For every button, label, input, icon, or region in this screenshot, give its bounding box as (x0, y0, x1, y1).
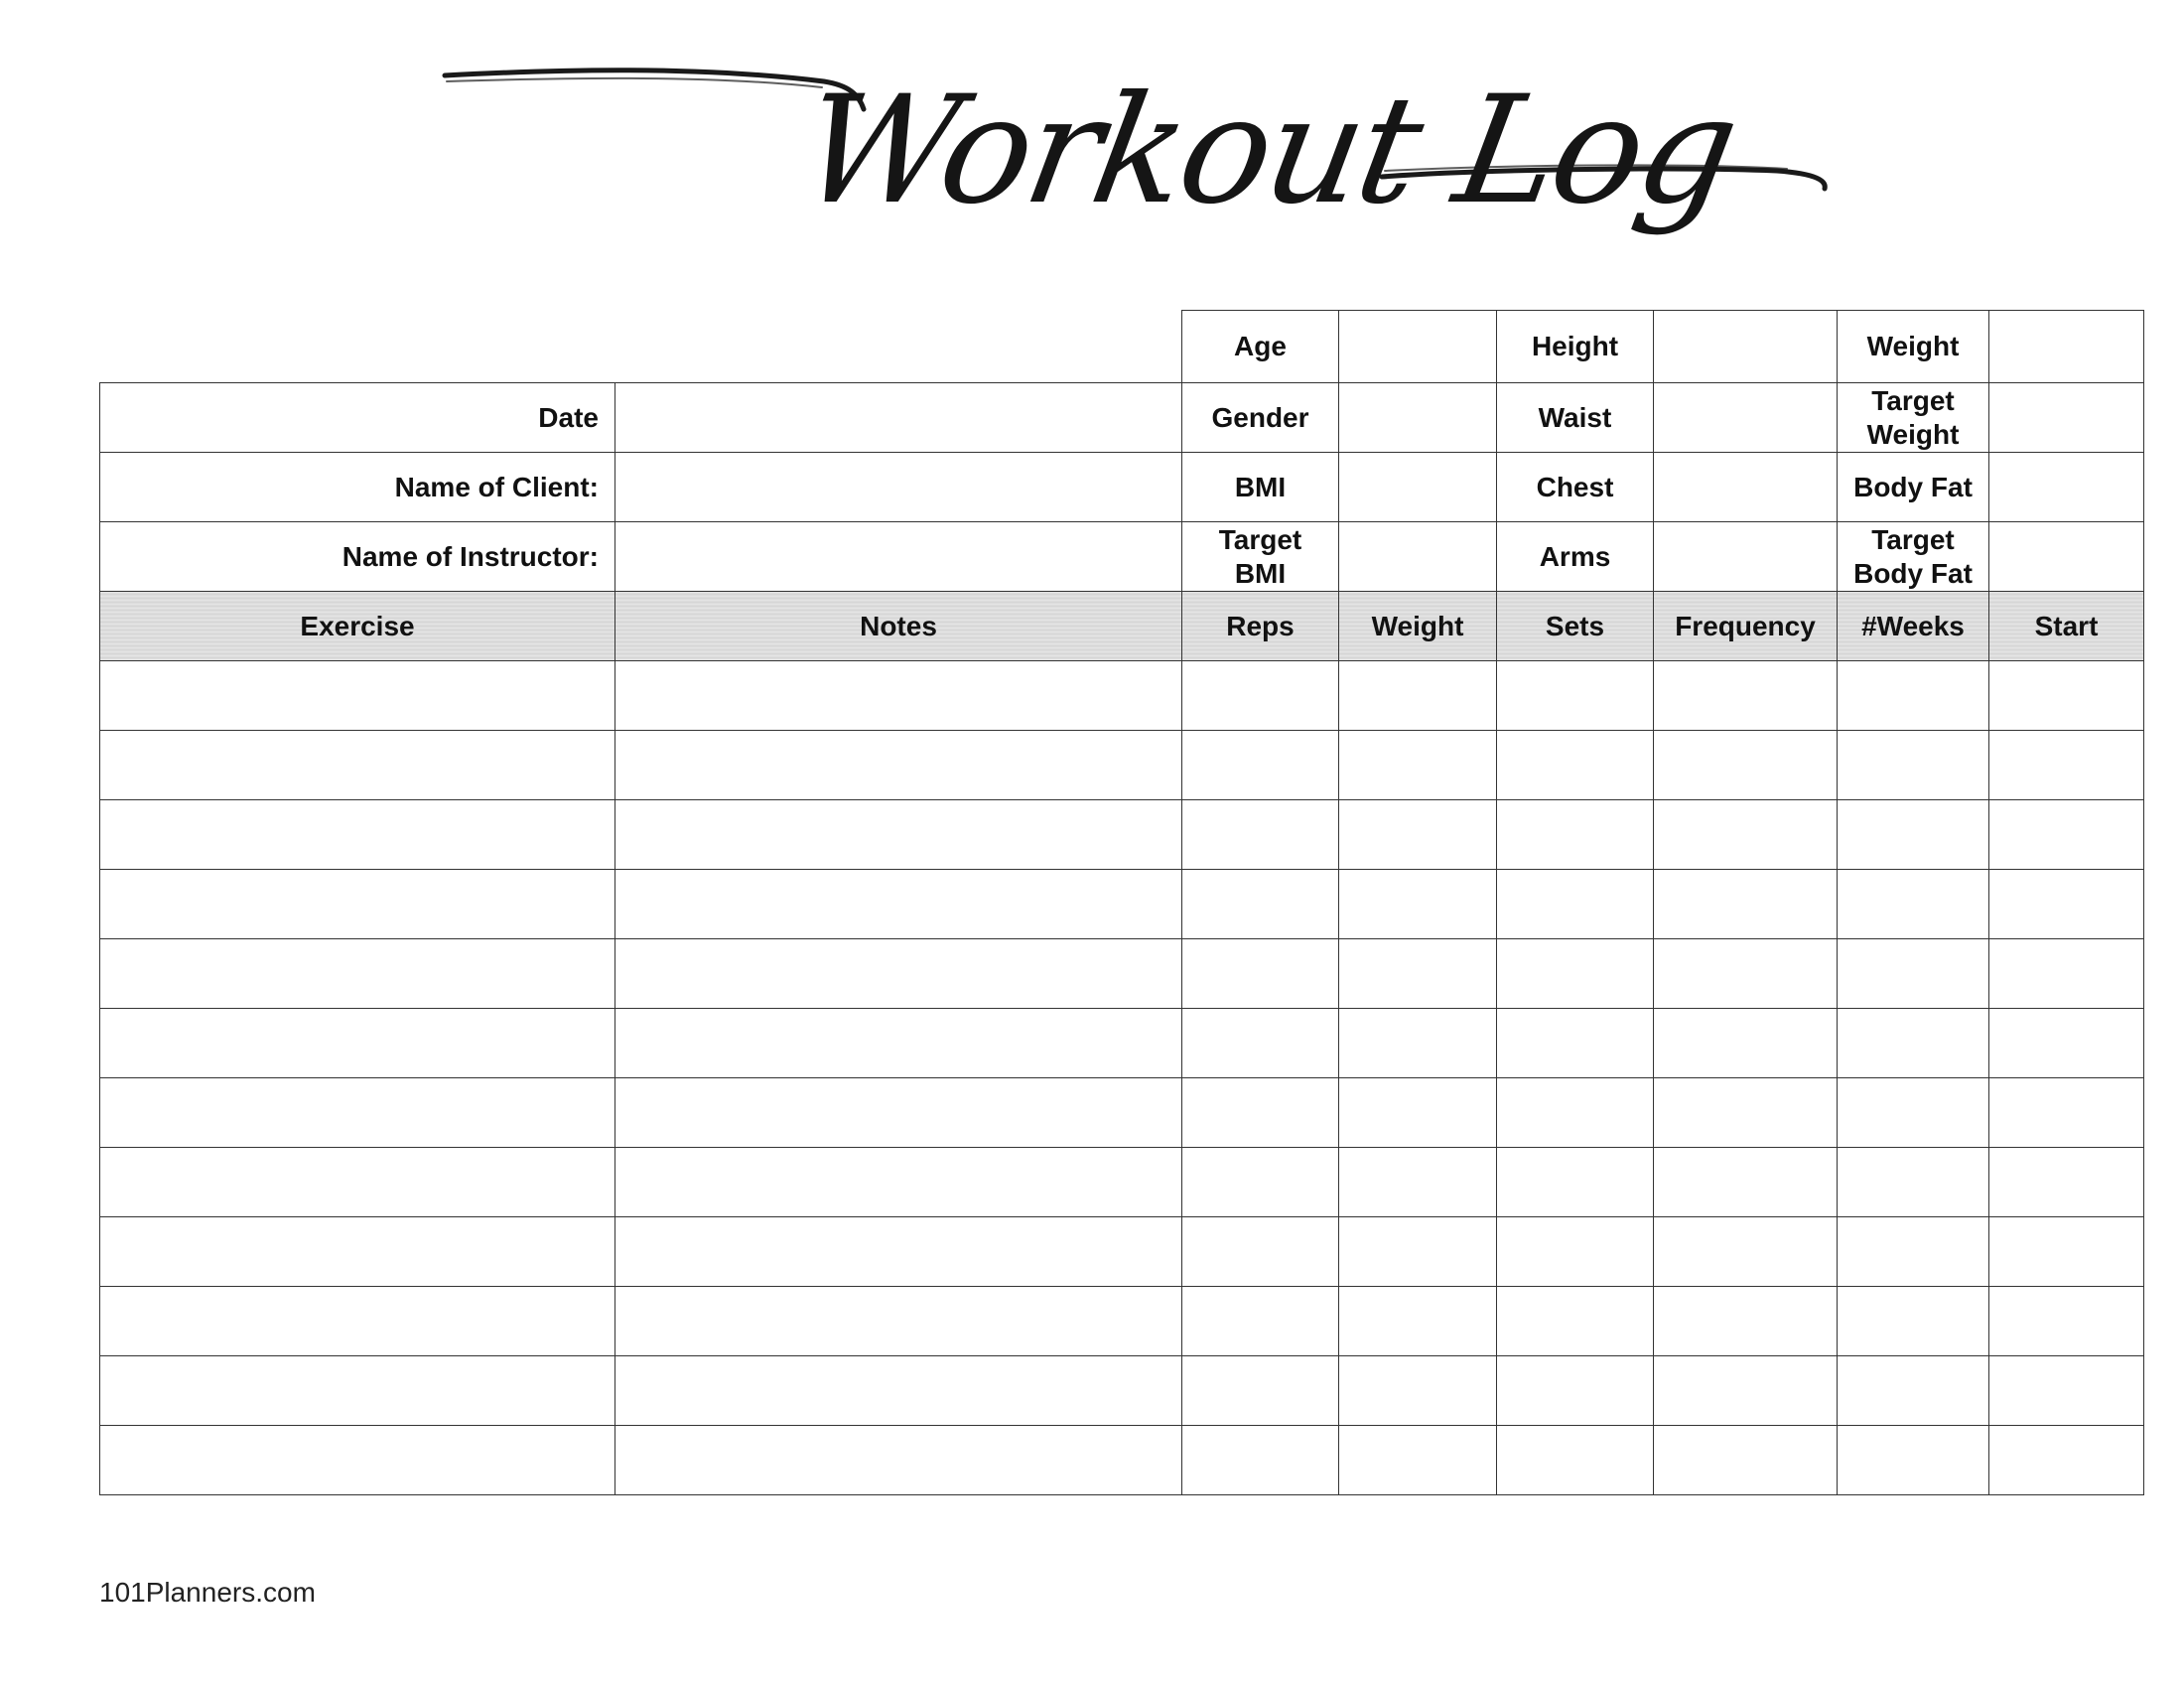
entry-cell[interactable] (1497, 1148, 1654, 1217)
client-name-field[interactable] (615, 453, 1182, 522)
entry-cell[interactable] (1182, 1009, 1339, 1078)
date-label: Date (100, 383, 615, 453)
entry-cell[interactable] (1654, 1287, 1838, 1356)
entry-cell[interactable] (1838, 870, 1989, 939)
entry-cell[interactable] (615, 1148, 1182, 1217)
entry-cell[interactable] (1497, 1217, 1654, 1287)
entry-cell[interactable] (615, 1217, 1182, 1287)
entry-cell[interactable] (1339, 1009, 1497, 1078)
entry-cell[interactable] (1654, 731, 1838, 800)
stat-label: Body Fat (1838, 453, 1989, 522)
table-row (100, 1217, 2144, 1287)
entry-cell[interactable] (1989, 1078, 2144, 1148)
table-row (100, 1287, 2144, 1356)
entry-cell[interactable] (1838, 1426, 1989, 1495)
entry-cell[interactable] (615, 939, 1182, 1009)
entry-cell[interactable] (1497, 800, 1654, 870)
table-row (100, 1426, 2144, 1495)
entry-cell[interactable] (1989, 800, 2144, 870)
entry-cell[interactable] (1339, 1217, 1497, 1287)
entry-cell[interactable] (1339, 661, 1497, 731)
entry-cell[interactable] (100, 661, 615, 731)
exercise-rows (100, 661, 2144, 1495)
table-row (100, 661, 2144, 731)
entry-cell[interactable] (100, 1148, 615, 1217)
entry-cell[interactable] (1989, 870, 2144, 939)
entry-cell[interactable] (1182, 1148, 1339, 1217)
client-name-label: Name of Client: (100, 453, 615, 522)
entry-cell[interactable] (1182, 800, 1339, 870)
entry-cell[interactable] (1182, 661, 1339, 731)
entry-cell[interactable] (1182, 731, 1339, 800)
entry-cell[interactable] (1989, 939, 2144, 1009)
stat-label: Arms (1497, 522, 1654, 592)
entry-cell[interactable] (615, 1287, 1182, 1356)
entry-cell[interactable] (1989, 1287, 2144, 1356)
column-header-sets: Sets (1497, 592, 1654, 661)
entry-cell[interactable] (615, 1078, 1182, 1148)
page-title: Workout Log (788, 65, 1747, 237)
entry-cell[interactable] (1182, 939, 1339, 1009)
entry-cell[interactable] (1838, 1009, 1989, 1078)
entry-cell[interactable] (615, 661, 1182, 731)
entry-cell[interactable] (1654, 661, 1838, 731)
entry-cell[interactable] (100, 1217, 615, 1287)
stat-label: Gender (1182, 383, 1339, 453)
entry-cell[interactable] (1339, 939, 1497, 1009)
date-field[interactable] (615, 383, 1182, 453)
stat-value-cell[interactable] (1654, 383, 1838, 453)
stat-value-cell[interactable] (1989, 522, 2144, 592)
column-header-exercise: Exercise (100, 592, 615, 661)
column-header-row (100, 592, 2144, 661)
entry-cell[interactable] (1989, 1009, 2144, 1078)
entry-cell[interactable] (615, 1009, 1182, 1078)
entry-cell[interactable] (1497, 1356, 1654, 1426)
stats-row (100, 383, 2144, 453)
stat-label: Weight (1838, 311, 1989, 383)
table-row (100, 870, 2144, 939)
entry-cell[interactable] (1182, 1356, 1339, 1426)
table-row (100, 731, 2144, 800)
stat-value-cell[interactable] (1989, 383, 2144, 453)
entry-cell[interactable] (615, 1426, 1182, 1495)
stat-label: Waist (1497, 383, 1654, 453)
stats-row (100, 311, 2144, 383)
stat-label: Age (1182, 311, 1339, 383)
entry-cell[interactable] (1339, 1148, 1497, 1217)
entry-cell[interactable] (1497, 1009, 1654, 1078)
table-row (100, 1078, 2144, 1148)
stat-label: Height (1497, 311, 1654, 383)
stat-value-cell[interactable] (1654, 522, 1838, 592)
stat-value-cell[interactable] (1339, 383, 1497, 453)
entry-cell[interactable] (1838, 731, 1989, 800)
entry-cell[interactable] (1838, 1287, 1989, 1356)
column-header-weight: Weight (1339, 592, 1497, 661)
entry-cell[interactable] (100, 1287, 615, 1356)
stat-value-cell[interactable] (1654, 453, 1838, 522)
entry-cell[interactable] (1339, 1287, 1497, 1356)
stat-label: Target BMI (1182, 522, 1339, 592)
entry-cell[interactable] (1182, 1287, 1339, 1356)
entry-cell[interactable] (1838, 661, 1989, 731)
stat-value-cell[interactable] (1989, 311, 2144, 383)
entry-cell[interactable] (100, 1009, 615, 1078)
column-header-reps: Reps (1182, 592, 1339, 661)
stat-value-cell[interactable] (1339, 453, 1497, 522)
stats-row (100, 522, 2144, 592)
stat-label: Target Body Fat (1838, 522, 1989, 592)
stat-label: BMI (1182, 453, 1339, 522)
title-area (0, 0, 2184, 288)
entry-cell[interactable] (1654, 1426, 1838, 1495)
entry-cell[interactable] (1497, 661, 1654, 731)
column-header-weeks: #Weeks (1838, 592, 1989, 661)
stat-label: Target Weight (1838, 383, 1989, 453)
entry-cell[interactable] (100, 1078, 615, 1148)
stats-row (100, 453, 2144, 522)
entry-cell[interactable] (100, 870, 615, 939)
entry-cell[interactable] (1654, 1078, 1838, 1148)
entry-cell[interactable] (1497, 1287, 1654, 1356)
entry-cell[interactable] (1838, 1148, 1989, 1217)
entry-cell[interactable] (1182, 1078, 1339, 1148)
entry-cell[interactable] (1339, 1356, 1497, 1426)
table-row (100, 1009, 2144, 1078)
entry-cell[interactable] (1654, 939, 1838, 1009)
column-header-start: Start (1989, 592, 2144, 661)
stat-label: Chest (1497, 453, 1654, 522)
footer-credit: 101Planners.com (99, 1577, 316, 1608)
entry-cell[interactable] (615, 800, 1182, 870)
stat-value-cell[interactable] (1339, 311, 1497, 383)
entry-cell[interactable] (1339, 1078, 1497, 1148)
table-row (100, 939, 2144, 1009)
entry-cell[interactable] (615, 870, 1182, 939)
entry-cell[interactable] (1654, 1148, 1838, 1217)
entry-cell[interactable] (1838, 1356, 1989, 1426)
column-header-frequency: Frequency (1654, 592, 1838, 661)
entry-cell[interactable] (615, 1356, 1182, 1426)
entry-cell[interactable] (1339, 731, 1497, 800)
entry-cell[interactable] (100, 1356, 615, 1426)
workout-log-table (99, 310, 2144, 1495)
entry-cell[interactable] (100, 731, 615, 800)
entry-cell[interactable] (1497, 939, 1654, 1009)
stat-value-cell[interactable] (1989, 453, 2144, 522)
entry-cell[interactable] (1339, 800, 1497, 870)
entry-cell[interactable] (1989, 661, 2144, 731)
entry-cell[interactable] (100, 939, 615, 1009)
entry-cell[interactable] (1654, 1356, 1838, 1426)
entry-cell[interactable] (1497, 731, 1654, 800)
entry-cell[interactable] (615, 731, 1182, 800)
column-header-notes: Notes (615, 592, 1182, 661)
entry-cell[interactable] (1654, 870, 1838, 939)
entry-cell[interactable] (1497, 870, 1654, 939)
entry-cell[interactable] (1989, 731, 2144, 800)
entry-cell[interactable] (1989, 1217, 2144, 1287)
entry-cell[interactable] (1989, 1148, 2144, 1217)
entry-cell[interactable] (1989, 1356, 2144, 1426)
entry-cell[interactable] (100, 800, 615, 870)
instructor-name-field[interactable] (615, 522, 1182, 592)
table-row (100, 1148, 2144, 1217)
entry-cell[interactable] (1182, 870, 1339, 939)
entry-cell[interactable] (1654, 1217, 1838, 1287)
entry-cell[interactable] (1339, 870, 1497, 939)
entry-cell[interactable] (1989, 1426, 2144, 1495)
entry-cell[interactable] (1339, 1426, 1497, 1495)
entry-cell[interactable] (1497, 1426, 1654, 1495)
entry-cell[interactable] (1838, 800, 1989, 870)
entry-cell[interactable] (1182, 1426, 1339, 1495)
entry-cell[interactable] (1497, 1078, 1654, 1148)
entry-cell[interactable] (100, 1426, 615, 1495)
table-row (100, 800, 2144, 870)
entry-cell[interactable] (1838, 939, 1989, 1009)
stat-value-cell[interactable] (1339, 522, 1497, 592)
entry-cell[interactable] (1838, 1217, 1989, 1287)
entry-cell[interactable] (1654, 800, 1838, 870)
entry-cell[interactable] (1654, 1009, 1838, 1078)
entry-cell[interactable] (1182, 1217, 1339, 1287)
blank-area (100, 311, 1182, 383)
table-row (100, 1356, 2144, 1426)
stat-value-cell[interactable] (1654, 311, 1838, 383)
entry-cell[interactable] (1838, 1078, 1989, 1148)
instructor-name-label: Name of Instructor: (100, 522, 615, 592)
